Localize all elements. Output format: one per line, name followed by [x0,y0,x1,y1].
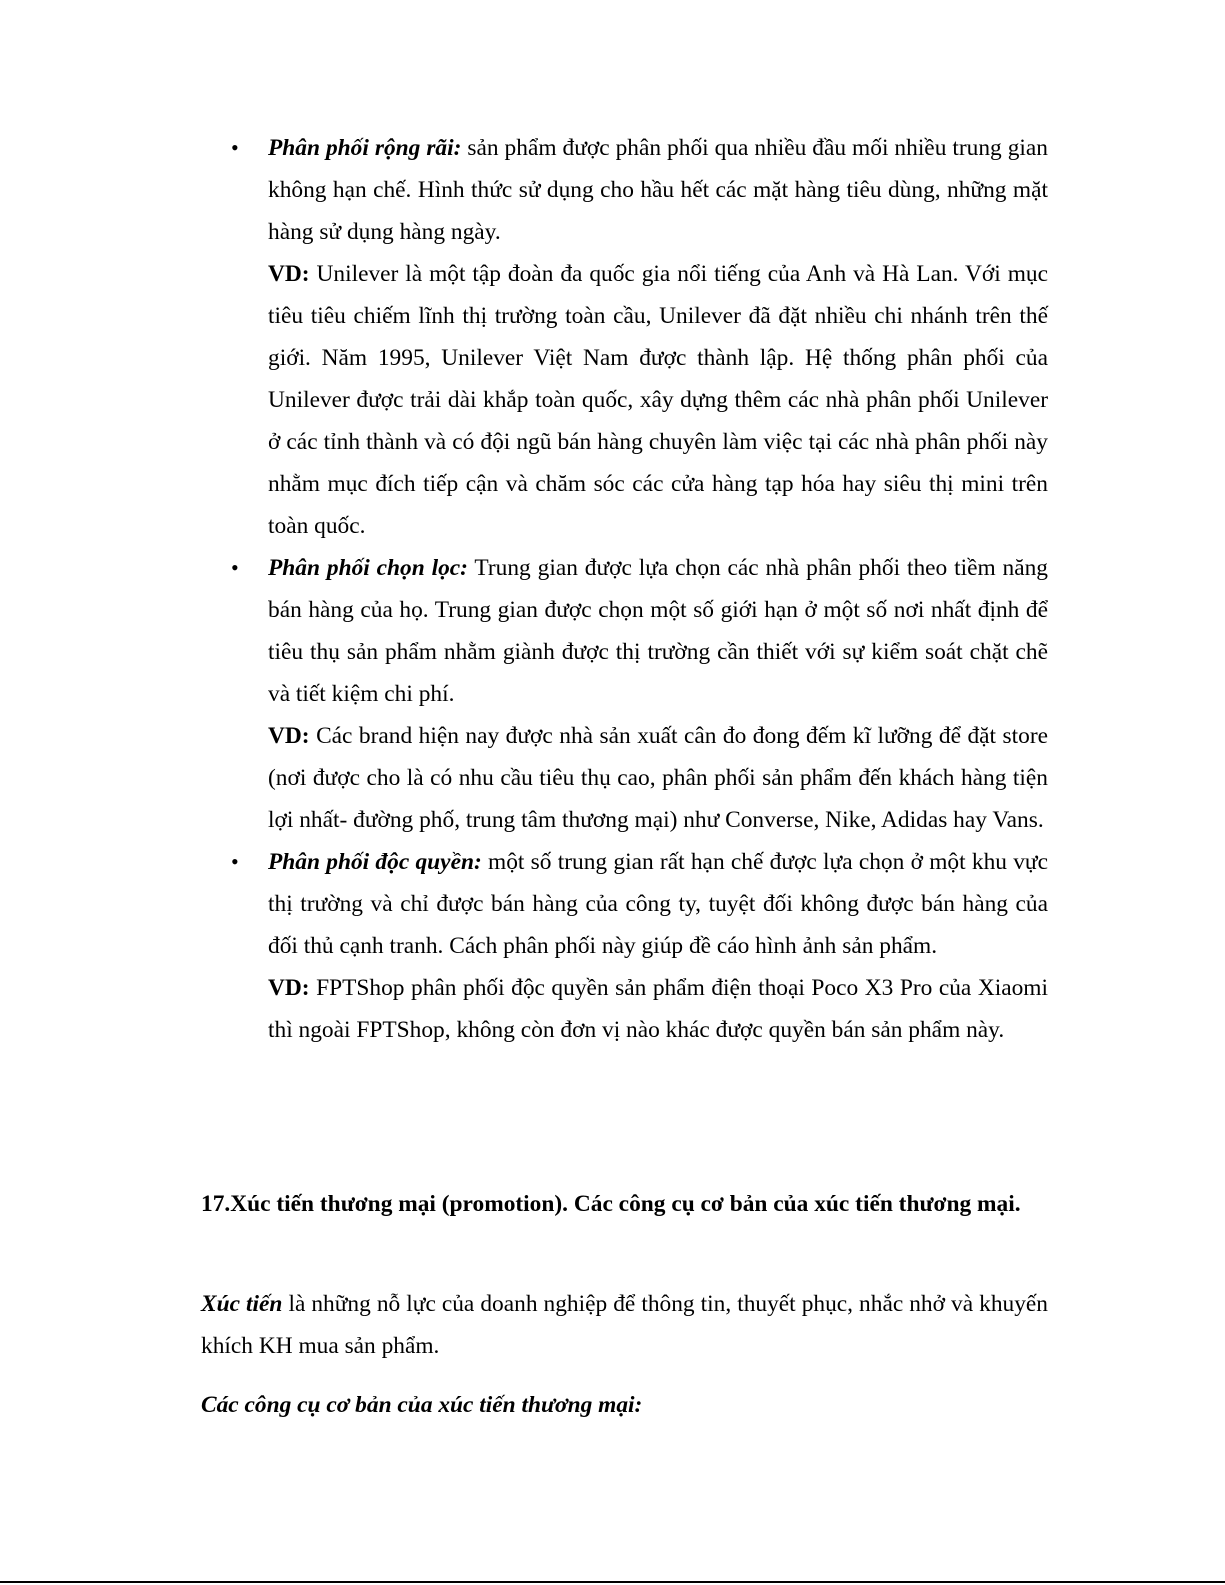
definition-text: là những nỗ lực của doanh nghiệp để thông tin, thuyết phục, nhắc nhở và khuyến khích KH mua sản phẩm. [201,1291,1048,1359]
item-label: Phân phối độc quyền: [268,849,482,875]
bullet-icon: • [231,555,239,580]
example-text: Các brand hiện nay được nhà sản xuất cân đo đong đếm kĩ lưỡng để đặt store (nơi được cho là có nhu cầu tiêu thụ cao, phân phối sản phẩm đến khách hàng tiện lợi nhất- đường phố, trung tâm thương mại) như Converse, Nike, Adidas hay Vans. [268,723,1048,833]
example-label: VD: [268,723,310,749]
definition-paragraph [201,1283,1048,1367]
list-item-rong-rai [231,127,1048,547]
example-text: Unilever là một tập đoàn đa quốc gia nổi tiếng của Anh và Hà Lan. Với mục tiêu tiêu chiếm lĩnh thị trường toàn cầu, Unilever đã đặt nhiều chi nhánh trên thế giới. Năm 1995, Unilever Việt Nam được thành lập. Hệ thống phân phối của Unilever được trải dài khắp toàn quốc, xây dựng thêm các nhà phân phối Unilever ở các tỉnh thành và có đội ngũ bán hàng chuyên làm việc tại các nhà phân phối này nhằm mục đích tiếp cận và chăm sóc các cửa hàng tạp hóa hay siêu thị mini trên toàn quốc. [268,261,1048,539]
tools-subheading: Các công cụ cơ bản của xúc tiến thương mại: [201,1392,643,1418]
example-paragraph [268,253,1048,547]
bullet-icon: • [231,135,239,160]
distribution-list [231,127,1048,1051]
item-text: sản phẩm được phân phối qua nhiều đầu mối nhiều trung gian không hạn chế. Hình thức sử dụng cho hầu hết các mặt hàng tiêu dùng, những mặt hàng sử dụng hàng ngày. [268,135,1048,245]
example-label: VD: [268,975,310,1001]
item-description [268,547,1048,715]
list-item-chon-loc [231,547,1048,841]
example-paragraph [268,715,1048,841]
item-label: Phân phối chọn lọc: [268,555,468,581]
example-label: VD: [268,261,310,287]
item-text: Trung gian được lựa chọn các nhà phân phối theo tiềm năng bán hàng của họ. Trung gian được chọn một số giới hạn ở một số nơi nhất định để tiêu thụ sản phẩm nhằm giành được thị trường cần thiết với sự kiểm soát chặt chẽ và tiết kiệm chi phí. [268,555,1048,707]
page-bottom-rule [0,1581,1225,1583]
item-label: Phân phối rộng rãi: [268,135,462,161]
definition-term: Xúc tiến [201,1291,283,1317]
bullet-icon: • [231,849,239,874]
example-text: FPTShop phân phối độc quyền sản phẩm điện thoại Poco X3 Pro của Xiaomi thì ngoài FPTShop, không còn đơn vị nào khác được quyền bán sản phẩm này. [268,975,1048,1043]
item-text: một số trung gian rất hạn chế được lựa chọn ở một khu vực thị trường và chỉ được bán hàng của công ty, tuyệt đối không được bán hàng của đối thủ cạnh tranh. Cách phân phối này giúp đề cáo hình ảnh sản phẩm. [268,849,1048,959]
item-description [268,127,1048,253]
list-item-doc-quyen [231,841,1048,1051]
example-paragraph [268,967,1048,1051]
section-heading: 17.Xúc tiến thương mại (promotion). Các công cụ cơ bản của xúc tiến thương mại. [201,1191,1021,1217]
item-description [268,841,1048,967]
